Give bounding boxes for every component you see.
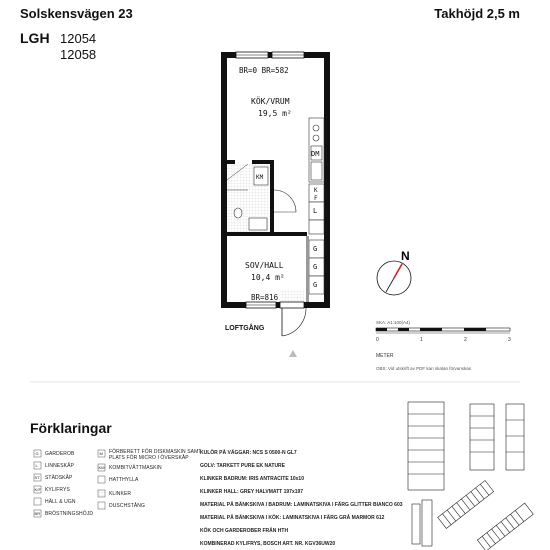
hall-floor [280, 290, 304, 302]
appliance-g-2: G [313, 263, 318, 271]
scale-tick-1: 1 [420, 337, 423, 343]
legend-item-hatthylla: HATTHYLLA [109, 477, 139, 483]
material-line-1: KULÖR PÅ VÄGGAR: NCS S 0500-N GL7 [200, 450, 297, 456]
legend-title: Förklaringar [30, 420, 112, 436]
scale-title: SKA: A1:100(A4) [376, 320, 411, 325]
entrance-label: LOFTGÅNG [225, 325, 265, 332]
legend-item-kylfrys: KYL/FRYS [45, 487, 70, 493]
apartment-label: LGH [20, 30, 50, 46]
apartment-number-1: 12054 [60, 31, 97, 46]
appliance-km: KM [256, 174, 264, 181]
legend-code-g: G [35, 451, 39, 456]
material-line-4: KLINKER HALL: GREY HALVMATT 197x197 [200, 489, 304, 495]
legend-item-klinker: KLINKER [109, 491, 132, 497]
material-line-5: MATERIAL PÅ BÄNKSKIVA I BADRUM: LAMINATSKIVA I FÄRG GLITTER BIANCO 603 [200, 502, 403, 508]
legend-code-br: BR [34, 511, 41, 516]
legend-code-m: M [99, 451, 103, 456]
legend-code-l: L [35, 463, 38, 468]
legend-item-diskmaskin: FÖRBERETT FÖR DISKMASKIN SAMT [109, 449, 202, 455]
north-arrow [377, 249, 411, 295]
legend-item-micro: PLATS FÖR MICRO I ÖVERSKÅP [109, 455, 189, 461]
apartment-number-2: 12058 [60, 47, 97, 62]
window-label-top: BR=0 BR=582 [239, 66, 289, 75]
appliance-dm: DM [311, 150, 320, 158]
window-label-bottom: BR=816 [251, 293, 279, 302]
material-line-3: KLINKER BADRUM: IRIS ANTRACITE 10x10 [200, 476, 304, 482]
material-line-8: KOMBINERAD KYL/FRYS, BOSCH ART. NR. KGV36UW20 [200, 541, 336, 547]
bedroom-area-label: 10,4 m² [251, 273, 285, 282]
legend-code-km: KM [98, 465, 105, 470]
appliance-f: F [314, 195, 318, 202]
scale-bar [376, 320, 511, 371]
scale-tick-0: 0 [376, 337, 379, 343]
legend-item-brostning: BRÖSTNINGSHÖJD [45, 511, 94, 517]
legend-item-hall-ugn: HÄLL & UGN [45, 499, 76, 505]
scale-tick-3: 3 [508, 337, 511, 343]
kitchen-counter [309, 118, 324, 234]
legend-code-kf: K/F [34, 487, 42, 492]
legend-item-garderob: GARDEROB [45, 451, 75, 457]
scale-tick-2: 2 [464, 337, 467, 343]
bedroom-room-label: SOV/HALL [245, 261, 284, 270]
scale-note: OBS: Vid utskrift av PDF kan skalan förvanskas [376, 366, 471, 371]
legend-item-linneskap: LINNESKÅP [45, 463, 74, 469]
legend-item-kombi: KOMBITVÄTTMASKIN [109, 465, 162, 471]
legend-item-stadskap: STÄDSKÅP [45, 475, 73, 481]
kitchen-area-label: 19,5 m² [258, 109, 292, 118]
appliance-g-1: G [313, 245, 318, 253]
legend-item-duschstang: DUSCHSTÅNG [109, 503, 146, 509]
material-line-2: GOLV: TARKETT PURE EK NATURE [200, 463, 285, 469]
material-line-6: MATERIAL PÅ BÄNKSKIVA I KÖK: LAMINATSKIVA I FÄRG GRÅ MARMOR 612 [200, 515, 385, 521]
site-plan [408, 402, 533, 550]
legend-symbols [34, 450, 105, 517]
entrance-door [280, 302, 306, 357]
north-label: N [401, 249, 410, 263]
scale-unit: METER [376, 353, 394, 359]
street-address: Solskensvägen 23 [20, 6, 133, 21]
ceiling-height: Takhöjd 2,5 m [434, 6, 520, 21]
appliance-k: K [314, 187, 318, 194]
material-line-7: KÖK OCH GARDEROBER FRÅN HTH [200, 528, 289, 534]
kitchen-room-label: KÖK/VRUM [251, 97, 290, 106]
appliance-g-3: G [313, 281, 318, 289]
legend-code-st: ST [34, 475, 40, 480]
appliance-l: L [313, 207, 318, 215]
